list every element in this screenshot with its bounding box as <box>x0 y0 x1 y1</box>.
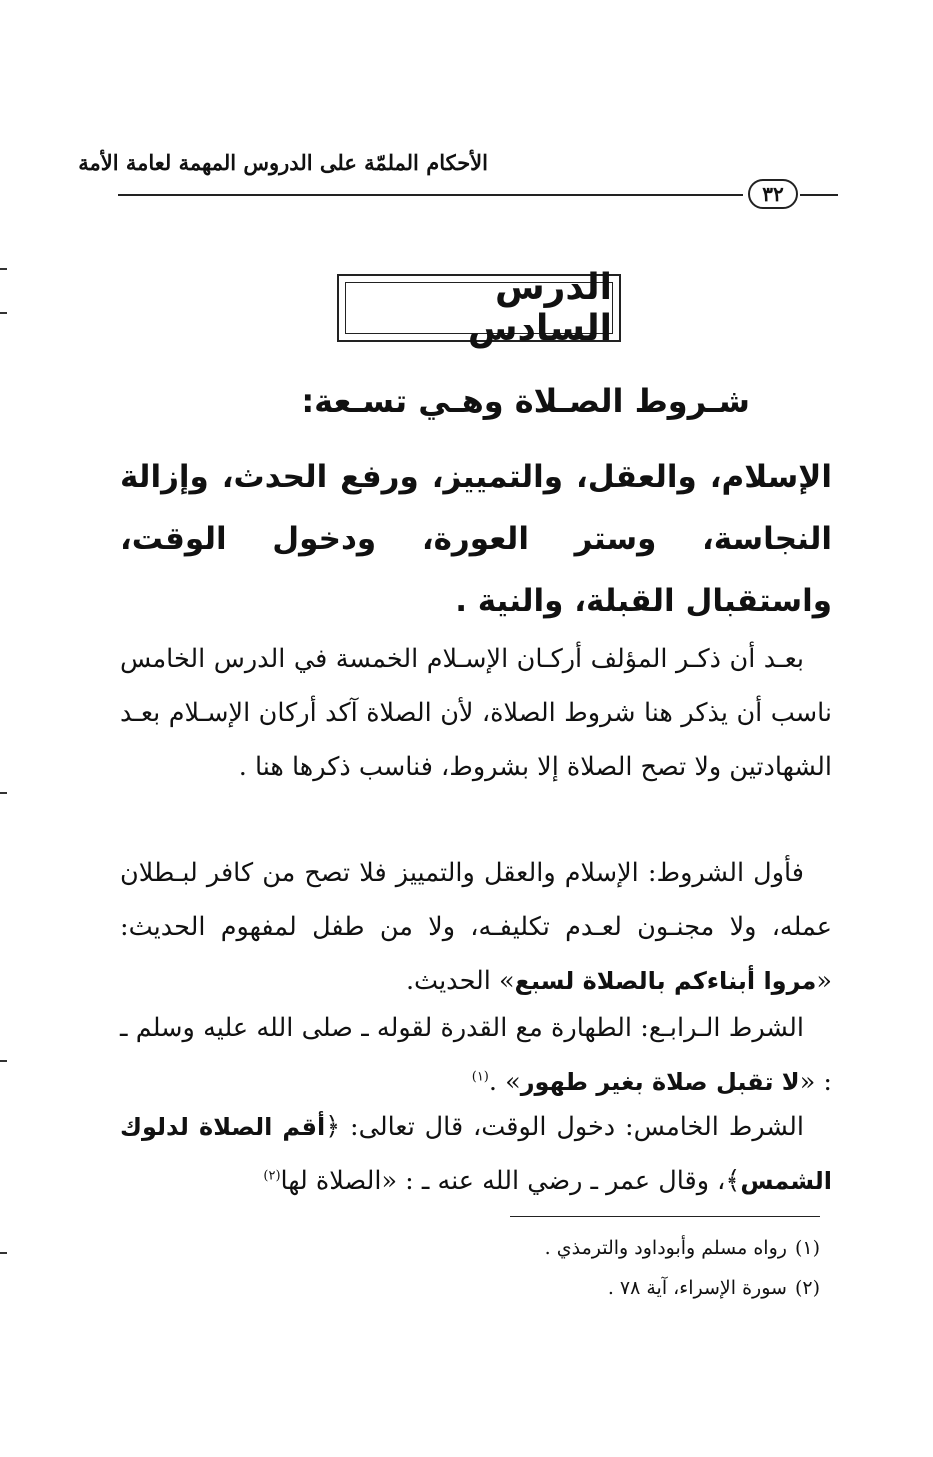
scan-edge-mark <box>0 1060 7 1062</box>
scan-edge-mark <box>0 792 7 794</box>
paragraph-text: الشرط الخامس: دخول الوقت، قال تعالى: ﴿ <box>325 1112 804 1142</box>
conditions-heading: شـروط الصـلاة وهـي تسـعة: <box>301 382 750 420</box>
page-number-badge: ٣٢ <box>748 179 798 209</box>
paragraph-text-end: » الحديث. <box>405 966 515 996</box>
footnote-ref[interactable]: (١) <box>471 1069 489 1085</box>
hadith-quote: مروا أبناءكم بالصلاة لسبع <box>514 967 817 995</box>
conditions-list: الإسلام، والعقل، والتمييز، ورفع الحدث، وإزالة النجاسة، وستر العورة، ودخول الوقت، واستقبال القبلة، والنية . <box>120 459 832 619</box>
lesson-title-box <box>337 267 621 349</box>
footnote-number: (١) <box>794 1237 820 1259</box>
lesson-title: الدرس السادس <box>467 267 612 349</box>
paragraph-fifth-condition <box>120 1100 832 1208</box>
paragraph-intro <box>120 632 832 794</box>
running-header: الأحكام الملمّة على الدروس المهمة لعامة الأمة <box>78 150 488 175</box>
paragraph-text-end: ﴾، وقال عمر ـ رضي الله عنه ـ : «الصلاة لها <box>280 1166 741 1196</box>
footnote-number: (٢) <box>794 1277 820 1299</box>
footnote-item <box>420 1228 820 1268</box>
footnote-text: رواه مسلم وأبوداود والترمذي . <box>544 1237 787 1259</box>
paragraph-text: الشرط الـرابـع: الطهارة مع القدرة لقوله ـ صلى الله عليه وسلم ـ : « <box>120 1013 832 1097</box>
footnote-text: سورة الإسراء، آية ٧٨ . <box>607 1277 787 1299</box>
paragraph-intro-text: بعـد أن ذكـر المؤلف أركـان الإسـلام الخمسة في الدرس الخامس ناسب أن يذكر هنا شروط الصلاة، لأن الصلاة آكد أركان الإسـلام بعـد الشهادتين ولا تصح الصلاة إلا بشروط، فناسب ذكرها هنا . <box>120 644 832 782</box>
hadith-quote: لا تقبل صلاة بغير طهور <box>520 1068 800 1096</box>
scan-edge-mark <box>0 1252 7 1254</box>
header-rule <box>118 194 743 196</box>
lesson-title-inner-frame <box>345 267 613 349</box>
footnote-ref[interactable]: (٢) <box>263 1168 281 1184</box>
footnotes <box>420 1228 820 1308</box>
scan-edge-mark <box>0 268 7 270</box>
header-rule-right <box>800 194 838 196</box>
footnote-item <box>420 1268 820 1308</box>
footnote-rule <box>510 1216 820 1217</box>
paragraph-text-end: » . <box>488 1067 521 1097</box>
quran-verse: أقم الصلاة لدلوك الشمس <box>120 1113 832 1195</box>
paragraph-fourth-condition <box>120 1001 832 1109</box>
paragraph-first-conditions <box>120 846 832 1008</box>
scan-edge-mark <box>0 312 7 314</box>
paragraph-text: فأول الشروط: الإسلام والعقل والتمييز فلا تصح من كافر لبـطلان عمله، ولا مجنـون لعـدم تكليفـه، ولا من طفل لمفهوم الحديث: « <box>120 858 832 996</box>
